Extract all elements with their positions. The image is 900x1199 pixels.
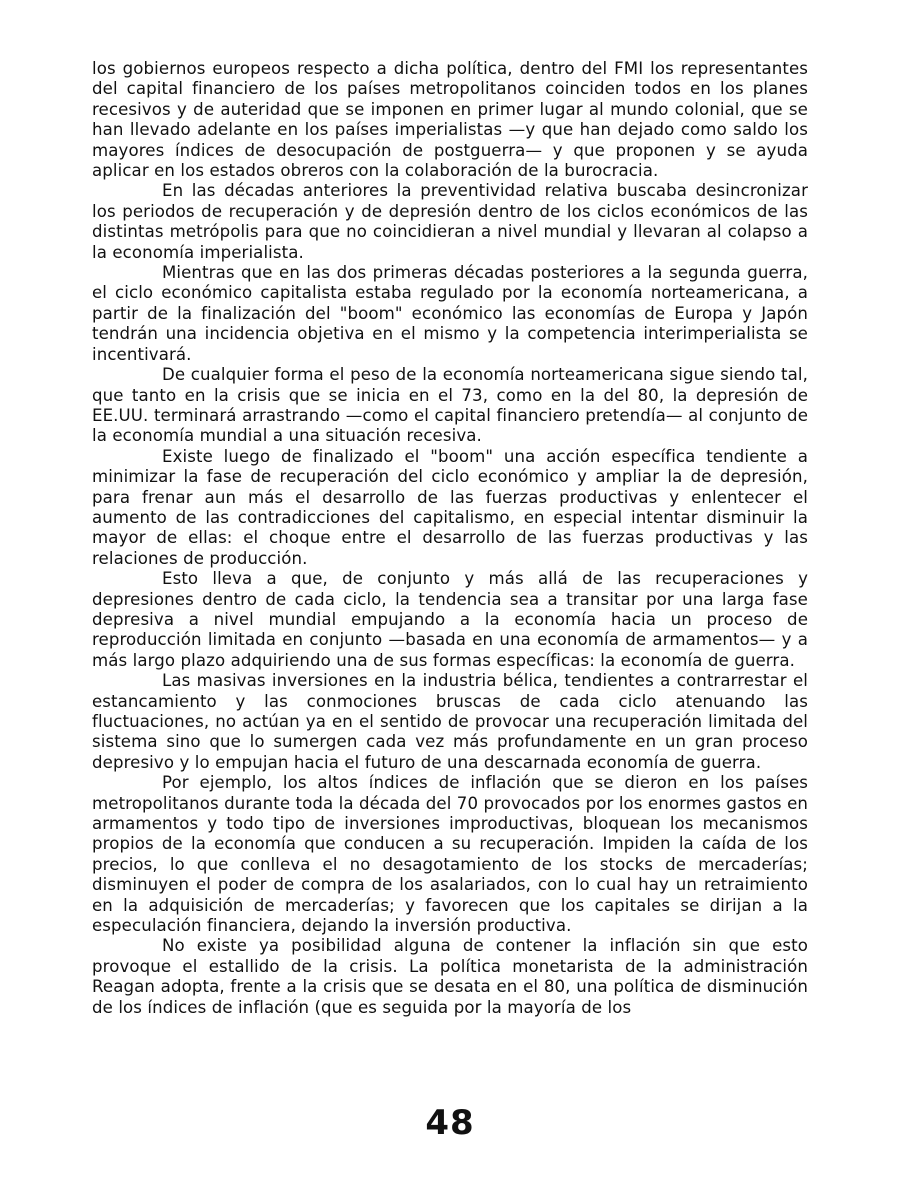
paragraph-5: Existe luego de finalizado el "boom" una acción específica tendiente a minimizar la fase de recuperación del ciclo económico y ampliar la de depresión, para frenar aun más el desarrollo de las fuerzas productivas y enlentecer el aumento de las contradicciones del capitalismo, en especial intentar disminuir la mayor de ellas: el choque entre el desarrollo de las fuerzas productivas y las relaciones de producción. <box>92 446 808 568</box>
paragraph-3: Mientras que en las dos primeras décadas posteriores a la segunda guerra, el ciclo económico capitalista estaba regulado por la economía norteamericana, a partir de la finalización del "boom" económico las economías de Europa y Japón tendrán una incidencia objetiva en el mismo y la competencia interimperialista se incentivará. <box>92 263 808 364</box>
paragraph-1: los gobiernos europeos respecto a dicha política, dentro del FMI los representantes del capital financiero de los países metropolitanos coinciden todos en los planes recesivos y de auteridad que se imponen en primer lugar al mundo colonial, que se han llevado adelante en los países imperialistas —y que han dejado como saldo los mayores índices de desocupación de postguerra— y que proponen y se ayuda aplicar en los estados obreros con la colaboración de la burocracia. <box>92 59 808 181</box>
body-text <box>92 59 808 1018</box>
paragraph-9: No existe ya posibilidad alguna de contener la inflación sin que esto provoque el estallido de la crisis. La política monetarista de la administración Reagan adopta, frente a la crisis que se desata en el 80, una política de disminución de los índices de inflación (que es seguida por la mayoría de los <box>92 936 808 1017</box>
paragraph-6: Esto lleva a que, de conjunto y más allá de las recuperaciones y depresiones dentro de cada ciclo, la tendencia sea a transitar por una larga fase depresiva a nivel mundial empujando a la economía hacia un proceso de reproducción limitada en conjunto —basada en una economía de armamentos— y a más largo plazo adquiriendo una de sus formas específicas: la economía de guerra. <box>92 569 808 670</box>
page-number: 48 <box>425 1103 475 1143</box>
paragraph-2: En las décadas anteriores la preventividad relativa buscaba desincronizar los periodos de recuperación y de depresión dentro de los ciclos económicos de las distintas metrópolis para que no coincidieran a nivel mundial y llevaran al colapso a la economía imperialista. <box>92 181 808 262</box>
paragraph-8: Por ejemplo, los altos índices de inflación que se dieron en los países metropolitanos durante toda la década del 70 provocados por los enormes gastos en armamentos y todo tipo de inversiones improductivas, bloquean los mecanismos propios de la economía que conducen a su recuperación. Impiden la caída de los precios, lo que conlleva el no desagotamiento de los stocks de mercaderías; disminuyen el poder de compra de los asalariados, con lo cual hay un retraimiento en la adquisición de mercaderías; y favorecen que los capitales se dirijan a la especulación financiera, dejando la inversión productiva. <box>92 773 808 936</box>
paragraph-4: De cualquier forma el peso de la economía norteamericana sigue siendo tal, que tanto en la crisis que se inicia en el 73, como en la del 80, la depresión de EE.UU. terminará arrastrando —como el capital financiero pretendía— al conjunto de la economía mundial a una situación recesiva. <box>92 365 808 446</box>
paragraph-7: Las masivas inversiones en la industria bélica, tendientes a contrarrestar el estancamiento y las conmociones bruscas de cada ciclo atenuando las fluctuaciones, no actúan ya en el sentido de provocar una recuperación limitada del sistema sino que lo sumergen cada vez más profundamente en un gran proceso depresivo y lo empujan hacia el futuro de una descarnada economía de guerra. <box>92 671 808 772</box>
